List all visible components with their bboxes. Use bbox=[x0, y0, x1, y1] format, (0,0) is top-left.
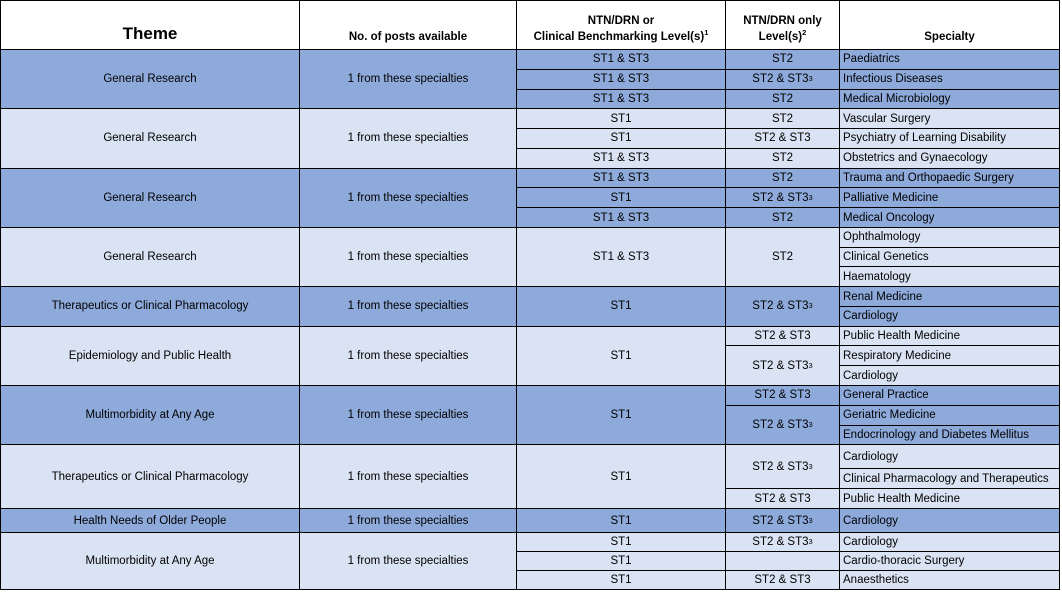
theme-cell-text: Multimorbidity at Any Age bbox=[85, 409, 215, 422]
posts-cell bbox=[300, 509, 517, 533]
level-cell-text: ST1 & ST3 bbox=[592, 152, 650, 165]
level-cell-text: ST1 & ST3 bbox=[592, 171, 650, 184]
level-only-cell-text: ST2 & ST3 bbox=[754, 330, 811, 343]
level-only-cell bbox=[726, 386, 840, 406]
specialty-cell bbox=[840, 489, 1060, 509]
theme-cell-text: General Research bbox=[103, 132, 197, 145]
specialty-cell bbox=[840, 307, 1060, 327]
level-cell bbox=[517, 327, 726, 386]
specialty-cell-text: Medical Oncology bbox=[843, 211, 935, 224]
posts-cell-text: 1 from these specialties bbox=[347, 132, 469, 145]
specialty-cell-text: Haematology bbox=[843, 270, 911, 283]
specialty-cell bbox=[840, 149, 1060, 169]
posts-cell bbox=[300, 50, 517, 109]
specialty-cell-text: General Practice bbox=[843, 389, 929, 402]
level-only-cell bbox=[726, 228, 840, 287]
theme-cell bbox=[0, 445, 300, 509]
specialty-cell bbox=[840, 346, 1060, 366]
header-posts: No. of posts available bbox=[300, 0, 517, 50]
specialty-cell bbox=[840, 208, 1060, 228]
specialty-cell-text: Cardiology bbox=[843, 514, 898, 527]
theme-cell bbox=[0, 287, 300, 327]
specialty-cell-text: Cardiology bbox=[843, 369, 898, 382]
specialty-cell-text: Palliative Medicine bbox=[843, 191, 939, 204]
posts-cell-text: 1 from these specialties bbox=[347, 349, 469, 362]
level-cell-text: ST1 & ST3 bbox=[592, 53, 650, 66]
level-only-cell: ST2 & ST3 3 bbox=[726, 346, 840, 386]
specialty-cell bbox=[840, 188, 1060, 208]
level-only-cell-text: ST2 bbox=[771, 112, 794, 125]
theme-cell bbox=[0, 509, 300, 533]
level-only-cell-text: ST2 & ST3 bbox=[752, 73, 809, 86]
theme-cell-text: Therapeutics or Clinical Pharmacology bbox=[51, 470, 249, 483]
theme-cell-text: General Research bbox=[103, 251, 197, 264]
level-cell-text: ST1 bbox=[610, 536, 632, 549]
specialty-cell-text: Geriatric Medicine bbox=[843, 409, 936, 422]
theme-cell-text: Therapeutics or Clinical Pharmacology bbox=[51, 300, 249, 313]
specialty-cell-text: Paediatrics bbox=[843, 53, 900, 66]
specialty-cell-text: Cardiology bbox=[843, 310, 898, 323]
level-cell bbox=[517, 149, 726, 169]
level-only-cell: ST2 & ST3 3 bbox=[726, 287, 840, 327]
specialty-cell bbox=[840, 70, 1060, 90]
specialty-cell bbox=[840, 469, 1060, 489]
level-cell bbox=[517, 50, 726, 70]
theme-cell-text: General Research bbox=[103, 73, 197, 86]
level-only-cell-text: ST2 bbox=[771, 211, 794, 224]
specialty-cell-text: Vascular Surgery bbox=[843, 112, 931, 125]
specialty-cell bbox=[840, 366, 1060, 386]
header-specialty: Specialty bbox=[840, 0, 1060, 50]
level-only-cell bbox=[726, 489, 840, 509]
specialty-cell-text: Anaesthetics bbox=[843, 574, 909, 587]
specialty-cell bbox=[840, 445, 1060, 469]
specialty-cell bbox=[840, 267, 1060, 287]
level-cell-text: ST1 bbox=[610, 191, 632, 204]
header-ntn-level-line2: Clinical Benchmarking Level(s) bbox=[533, 31, 705, 44]
specialty-cell-text: Infectious Diseases bbox=[843, 73, 943, 86]
level-only-cell-text: ST2 & ST3 bbox=[754, 492, 811, 505]
level-only-cell bbox=[726, 109, 840, 129]
specialty-cell bbox=[840, 406, 1060, 426]
level-only-cell-text: ST2 & ST3 bbox=[752, 514, 809, 527]
level-cell-text: ST1 & ST3 bbox=[592, 211, 650, 224]
level-cell bbox=[517, 90, 726, 110]
level-only-cell-text: ST2 bbox=[771, 92, 794, 105]
level-cell bbox=[517, 445, 726, 509]
level-cell-text: ST1 bbox=[610, 300, 632, 313]
posts-cell bbox=[300, 109, 517, 168]
theme-cell bbox=[0, 386, 300, 445]
header-ntn-only-level bbox=[726, 0, 840, 50]
posts-cell bbox=[300, 533, 517, 590]
level-only-cell-text: ST2 & ST3 bbox=[752, 419, 809, 432]
level-cell-text: ST1 & ST3 bbox=[592, 73, 650, 86]
specialty-cell-text: Renal Medicine bbox=[843, 290, 923, 303]
theme-cell bbox=[0, 109, 300, 168]
level-only-cell bbox=[726, 571, 840, 590]
level-only-cell: ST2 & ST3 3 bbox=[726, 533, 840, 552]
level-cell-text: ST1 bbox=[610, 470, 632, 483]
specialty-cell-text: Cardiology bbox=[843, 536, 898, 549]
specialty-cell-text: Public Health Medicine bbox=[843, 330, 960, 343]
header-ntn-level bbox=[517, 0, 726, 50]
posts-cell-text: 1 from these specialties bbox=[347, 470, 469, 483]
specialty-cell-text: Clinical Pharmacology and Therapeutics bbox=[843, 472, 1049, 485]
specialty-cell bbox=[840, 50, 1060, 70]
theme-cell-text: Multimorbidity at Any Age bbox=[85, 555, 215, 568]
posts-cell bbox=[300, 228, 517, 287]
level-cell bbox=[517, 533, 726, 552]
level-only-cell: ST2 & ST3 3 bbox=[726, 70, 840, 90]
posts-cell bbox=[300, 445, 517, 509]
specialty-cell bbox=[840, 552, 1060, 571]
level-only-cell bbox=[726, 50, 840, 70]
posts-cell-text: 1 from these specialties bbox=[347, 191, 469, 204]
level-cell-text: ST1 bbox=[610, 112, 632, 125]
theme-cell bbox=[0, 50, 300, 109]
posts-cell bbox=[300, 327, 517, 386]
level-cell-text: ST1 & ST3 bbox=[592, 92, 650, 105]
level-only-cell-text: ST2 bbox=[771, 171, 794, 184]
specialty-cell-text: Ophthalmology bbox=[843, 231, 921, 244]
level-only-cell-text: ST2 & ST3 bbox=[754, 389, 811, 402]
level-cell bbox=[517, 386, 726, 445]
level-only-cell: ST2 & ST3 3 bbox=[726, 188, 840, 208]
header-theme: Theme bbox=[0, 0, 300, 50]
level-only-cell: ST2 & ST3 3 bbox=[726, 509, 840, 533]
level-cell-text: ST1 bbox=[610, 349, 632, 362]
specialty-cell bbox=[840, 169, 1060, 189]
level-only-cell bbox=[726, 129, 840, 149]
level-only-cell-text: ST2 & ST3 bbox=[752, 536, 809, 549]
specialty-cell-text: Psychiatry of Learning Disability bbox=[843, 132, 1006, 145]
posts-cell bbox=[300, 169, 517, 228]
specialty-cell bbox=[840, 426, 1060, 446]
level-only-cell-text: ST2 & ST3 bbox=[752, 191, 809, 204]
theme-cell-text: General Research bbox=[103, 191, 197, 204]
header-ntn-only-line1: NTN/DRN only bbox=[743, 14, 822, 27]
level-only-cell bbox=[726, 327, 840, 347]
specialty-cell-text: Cardiology bbox=[843, 450, 898, 463]
header-ntn-level-footnote: 1 bbox=[704, 28, 709, 38]
posts-cell-text: 1 from these specialties bbox=[347, 300, 469, 313]
specialty-cell bbox=[840, 509, 1060, 533]
level-only-cell bbox=[726, 208, 840, 228]
level-cell-text: ST1 & ST3 bbox=[592, 251, 650, 264]
level-only-cell-text: ST2 bbox=[771, 251, 794, 264]
posts-cell-text: 1 from these specialties bbox=[347, 251, 469, 264]
posts-cell bbox=[300, 287, 517, 327]
level-cell bbox=[517, 169, 726, 189]
specialty-cell bbox=[840, 228, 1060, 248]
specialty-cell bbox=[840, 90, 1060, 110]
header-ntn-only-line2: Level(s) bbox=[758, 31, 803, 44]
specialty-cell bbox=[840, 109, 1060, 129]
theme-cell-text: Health Needs of Older People bbox=[73, 514, 227, 527]
level-cell bbox=[517, 109, 726, 129]
specialty-cell-text: Cardio-thoracic Surgery bbox=[843, 555, 965, 568]
level-cell-text: ST1 bbox=[610, 514, 632, 527]
theme-cell bbox=[0, 533, 300, 590]
specialty-cell-text: Endocrinology and Diabetes Mellitus bbox=[843, 428, 1030, 441]
specialty-cell-text: Medical Microbiology bbox=[843, 92, 951, 105]
specialty-cell bbox=[840, 386, 1060, 406]
header-ntn-level-line1: NTN/DRN or bbox=[587, 14, 655, 27]
level-cell-text: ST1 bbox=[610, 132, 632, 145]
posts-cell-text: 1 from these specialties bbox=[347, 73, 469, 86]
level-cell bbox=[517, 129, 726, 149]
level-cell bbox=[517, 188, 726, 208]
specialty-cell bbox=[840, 129, 1060, 149]
specialty-cell-text: Clinical Genetics bbox=[843, 251, 929, 264]
level-cell bbox=[517, 228, 726, 287]
level-only-cell-text: ST2 & ST3 bbox=[752, 359, 809, 372]
level-only-cell: ST2 & ST3 3 bbox=[726, 406, 840, 446]
theme-cell-text: Epidemiology and Public Health bbox=[68, 349, 232, 362]
level-only-cell-text: ST2 bbox=[771, 152, 794, 165]
specialty-cell bbox=[840, 327, 1060, 347]
level-cell bbox=[517, 552, 726, 571]
level-cell bbox=[517, 509, 726, 533]
specialty-cell-text: Trauma and Orthopaedic Surgery bbox=[843, 171, 1014, 184]
level-only-cell bbox=[726, 169, 840, 189]
theme-cell bbox=[0, 228, 300, 287]
level-only-cell-text: ST2 & ST3 bbox=[752, 300, 809, 313]
level-cell bbox=[517, 287, 726, 327]
specialty-cell bbox=[840, 533, 1060, 552]
level-only-cell-text: ST2 & ST3 bbox=[752, 460, 809, 473]
theme-cell bbox=[0, 327, 300, 386]
theme-cell bbox=[0, 169, 300, 228]
posts-cell-text: 1 from these specialties bbox=[347, 514, 469, 527]
specialty-cell-text: Public Health Medicine bbox=[843, 492, 960, 505]
level-cell bbox=[517, 208, 726, 228]
level-only-cell bbox=[726, 149, 840, 169]
level-only-cell-text: ST2 & ST3 bbox=[754, 132, 811, 145]
posts-cell bbox=[300, 386, 517, 445]
level-cell bbox=[517, 70, 726, 90]
specialty-cell-text: Respiratory Medicine bbox=[843, 349, 952, 362]
level-only-cell: ST2 & ST3 3 bbox=[726, 445, 840, 489]
specialty-cell bbox=[840, 248, 1060, 268]
posts-cell-text: 1 from these specialties bbox=[347, 555, 469, 568]
level-cell-text: ST1 bbox=[610, 409, 632, 422]
level-only-cell bbox=[726, 90, 840, 110]
posts-cell-text: 1 from these specialties bbox=[347, 409, 469, 422]
specialty-cell bbox=[840, 287, 1060, 307]
level-only-cell-text: ST2 & ST3 bbox=[754, 574, 811, 587]
level-only-cell-text: ST2 bbox=[771, 53, 794, 66]
level-only-cell bbox=[726, 552, 840, 571]
level-cell bbox=[517, 571, 726, 590]
specialty-cell-text: Obstetrics and Gynaecology bbox=[843, 152, 988, 165]
level-cell-text: ST1 bbox=[610, 555, 632, 568]
specialty-cell bbox=[840, 571, 1060, 590]
header-ntn-only-footnote: 2 bbox=[802, 28, 807, 38]
level-cell-text: ST1 bbox=[610, 574, 632, 587]
